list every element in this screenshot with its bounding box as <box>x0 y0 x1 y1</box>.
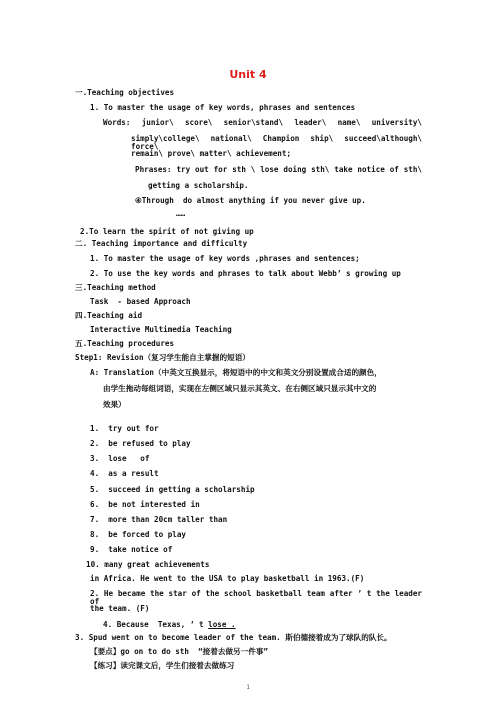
list-item: 7. more than 20cm taller than <box>90 515 228 524</box>
list-item: 9. take notice of <box>90 545 173 554</box>
section-5-heading: 五.Teaching procedures <box>75 339 175 348</box>
section-3-body: Task - based Approach <box>90 297 191 306</box>
spud-line: 3. Spud went on to become leader of the team. 斯伯德接着成为了球队的队长。 <box>75 633 392 642</box>
star-line-1: 2. He became the star of the school basketball team after ’ t the leader of <box>90 589 422 606</box>
phrases-line-1: Phrases: try out for sth \ lose doing sth\ take notice of sth\ <box>135 165 422 174</box>
section-4-heading: 四.Teaching aid <box>75 311 143 320</box>
words-line-1: Words: junior\ score\ senior\stand\ leader\ name\ university\ <box>103 118 422 127</box>
section-1-heading: 一.Teaching objectives <box>75 88 175 97</box>
because-text: 4. Because Texas, ’ t <box>103 620 209 629</box>
words-line-2: simply\college\ national\ Champion ship\ succeed\although\ force\ <box>131 134 422 151</box>
because-underlined: lose . <box>208 620 236 629</box>
list-item: 6. be not interested in <box>90 500 200 509</box>
list-item: 2. be refused to play <box>90 439 191 448</box>
translation-line-2: 由学生拖动每组词语，实现在左侧区域只显示其英文、在右侧区域只显示其中文的 <box>103 384 377 393</box>
list-item: 10. many great achievements <box>86 560 210 569</box>
practice-line: 【练习】读完课文后，学生们接着去做练习 <box>90 661 235 670</box>
objective-2: 2.To learn the spirit of not giving up <box>80 227 254 236</box>
translation-line-1: A: Translation（中英文互换显示，将短语中的中文和英文分别设置成合适的颜色， <box>90 368 382 377</box>
list-item: 3. lose of <box>90 454 150 463</box>
list-item: 5. succeed in getting a scholarship <box>90 485 255 494</box>
page-title: Unit 4 <box>229 68 267 81</box>
star-line-2: the team. (F) <box>90 604 150 613</box>
section-3-heading: 三.Teaching method <box>75 283 156 292</box>
page-number: 1 <box>246 684 250 691</box>
difficulty-2: 2. To use the key words and phrases to talk about Webb’ s growing up <box>90 269 401 278</box>
africa-line: in Africa. He went to the USA to play basketball in 1963.(F) <box>90 574 365 583</box>
list-item: 1. try out for <box>90 424 159 433</box>
difficulty-1: 1. To master the usage of key words ,phrases and sentences; <box>90 254 360 263</box>
translation-line-3: 效果） <box>103 400 126 409</box>
list-item: 8. be forced to play <box>90 530 187 539</box>
words-line-3: remain\ prove\ matter\ achievement; <box>131 149 292 158</box>
list-item: 4. as a result <box>90 469 159 478</box>
objective-1: 1. To master the usage of key words, phrases and sentences <box>90 103 356 112</box>
because-line <box>103 621 236 629</box>
ellipsis: …… <box>176 209 186 218</box>
phrases-line-3: ④Through do almost anything if you never give up. <box>135 196 366 205</box>
section-2-heading: 二. Teaching importance and difficulty <box>75 239 248 248</box>
section-4-body: Interactive Multimedia Teaching <box>90 325 232 334</box>
step-1-heading: Step1: Revision（复习学生能自主掌握的短语） <box>75 353 250 362</box>
phrases-line-2: getting a scholarship. <box>148 181 249 190</box>
key-point: 【要点】go on to do sth “接着去做另一件事” <box>90 647 268 656</box>
